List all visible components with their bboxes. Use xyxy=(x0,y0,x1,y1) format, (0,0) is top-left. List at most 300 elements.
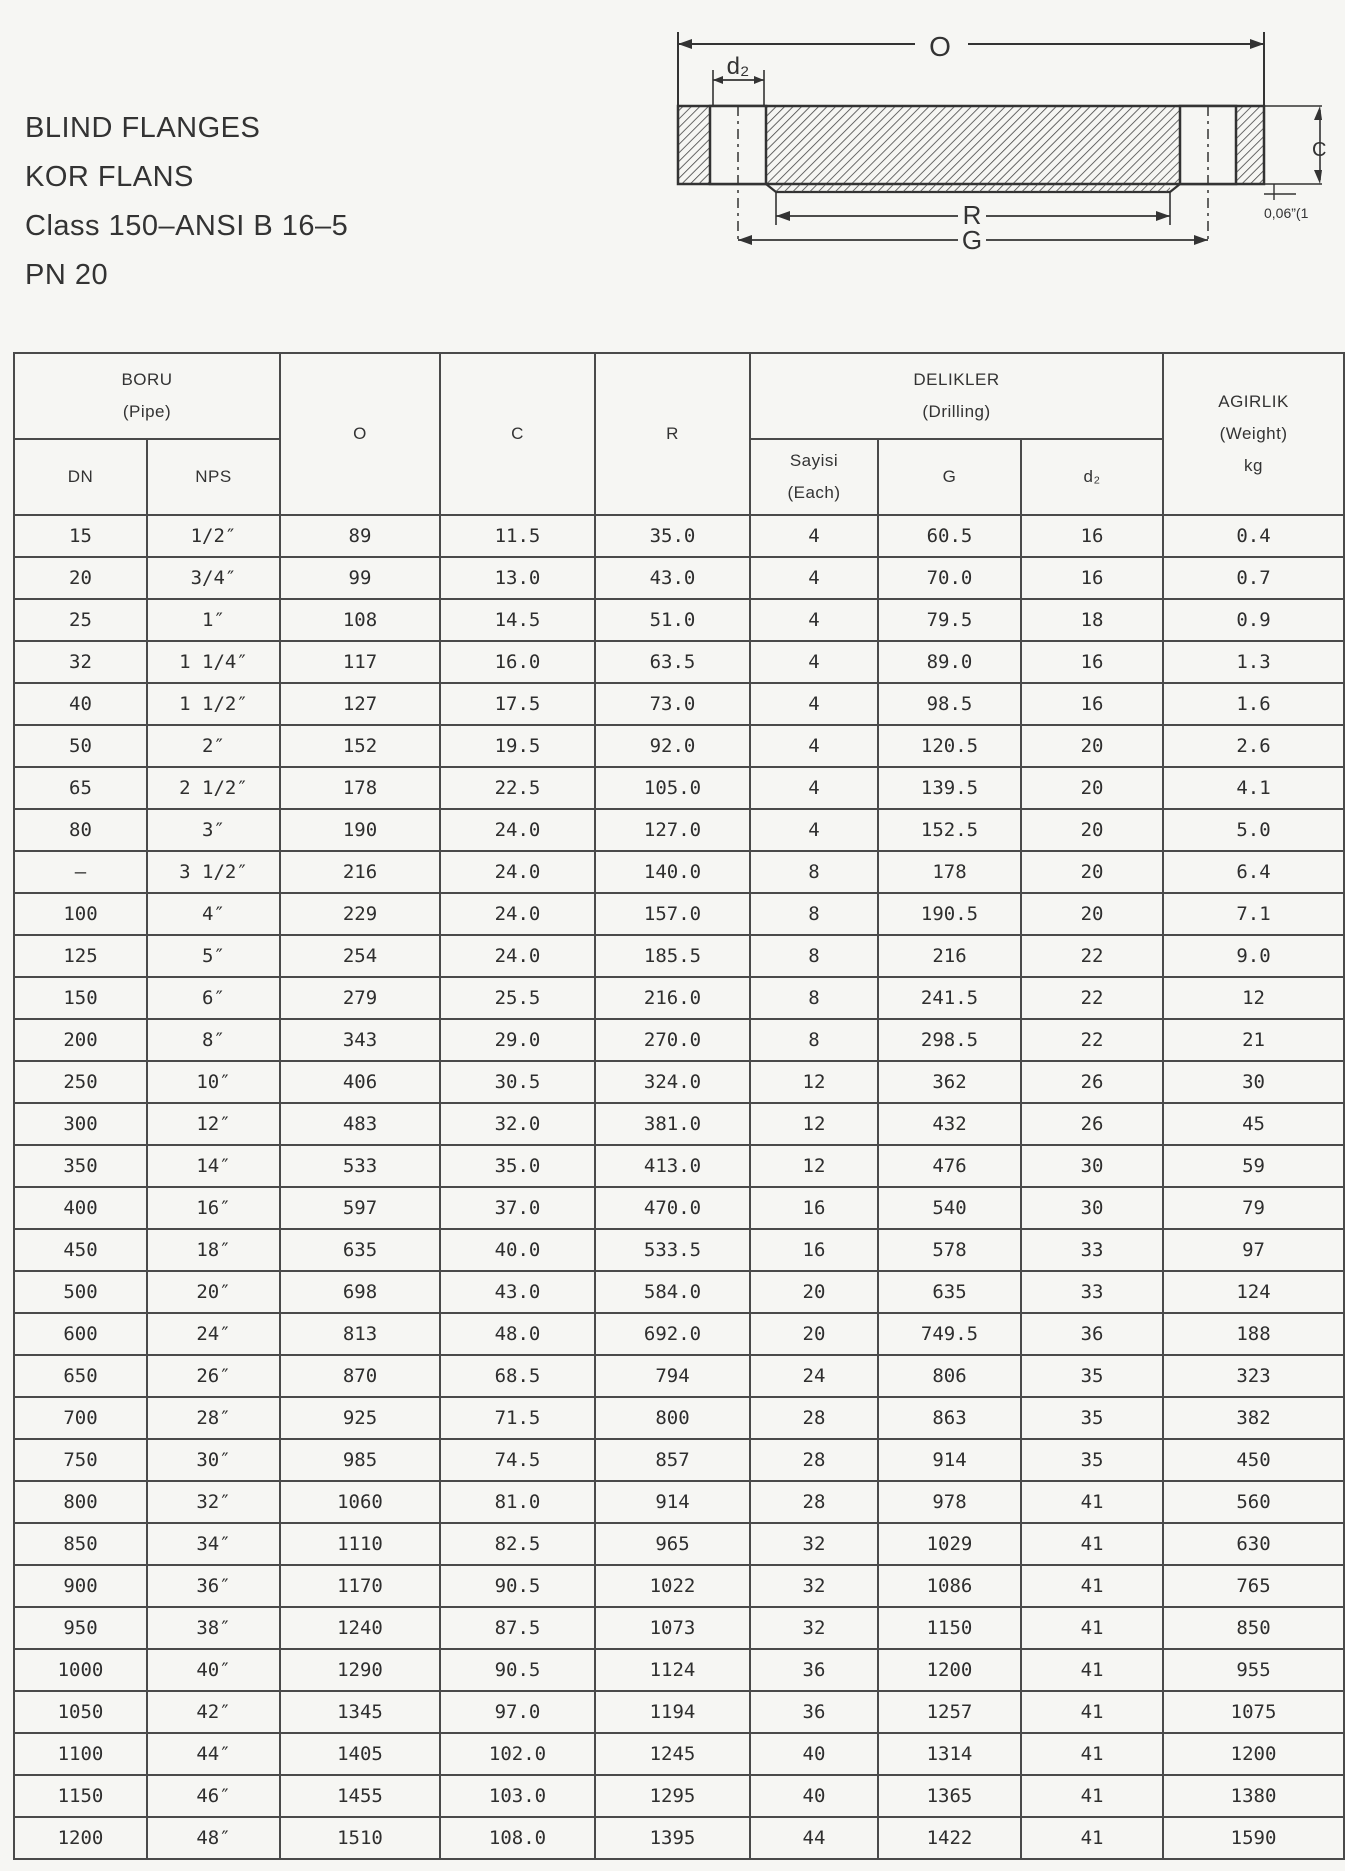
cell-hole-count: 4 xyxy=(750,767,878,809)
cell-o: 229 xyxy=(280,893,440,935)
cell-r: 324.0 xyxy=(595,1061,750,1103)
table-row xyxy=(14,683,1344,725)
cell-c: 97.0 xyxy=(440,1691,595,1733)
cell-c: 90.5 xyxy=(440,1649,595,1691)
cell-c: 22.5 xyxy=(440,767,595,809)
cell-d2: 20 xyxy=(1021,767,1163,809)
cell-c: 32.0 xyxy=(440,1103,595,1145)
cell-dn: 250 xyxy=(14,1061,147,1103)
cell-o: 1510 xyxy=(280,1817,440,1859)
cell-d2: 16 xyxy=(1021,641,1163,683)
cell-dn: 80 xyxy=(14,809,147,851)
cell-dn: 1200 xyxy=(14,1817,147,1859)
header-pipe-label: (Pipe) xyxy=(122,402,172,421)
cell-g: 98.5 xyxy=(878,683,1021,725)
cell-d2: 33 xyxy=(1021,1229,1163,1271)
table-row xyxy=(14,725,1344,767)
cell-r: 35.0 xyxy=(595,515,750,557)
cell-c: 35.0 xyxy=(440,1145,595,1187)
cell-hole-count: 40 xyxy=(750,1775,878,1817)
cell-dn: 400 xyxy=(14,1187,147,1229)
cell-o: 635 xyxy=(280,1229,440,1271)
cell-o: 89 xyxy=(280,515,440,557)
cell-dn: 100 xyxy=(14,893,147,935)
table-row xyxy=(14,767,1344,809)
cell-o: 1345 xyxy=(280,1691,440,1733)
cell-g: 476 xyxy=(878,1145,1021,1187)
cell-nps: 10″ xyxy=(147,1061,280,1103)
cell-o: 1405 xyxy=(280,1733,440,1775)
cell-weight: 45 xyxy=(1163,1103,1344,1145)
cell-r: 51.0 xyxy=(595,599,750,641)
cell-hole-count: 4 xyxy=(750,557,878,599)
cell-hole-count: 12 xyxy=(750,1145,878,1187)
cell-weight: 323 xyxy=(1163,1355,1344,1397)
cell-nps: 46″ xyxy=(147,1775,280,1817)
table-body xyxy=(14,515,1344,1859)
cell-nps: 2″ xyxy=(147,725,280,767)
table-row xyxy=(14,515,1344,557)
cell-c: 103.0 xyxy=(440,1775,595,1817)
cell-o: 1455 xyxy=(280,1775,440,1817)
cell-d2: 22 xyxy=(1021,1019,1163,1061)
cell-r: 1194 xyxy=(595,1691,750,1733)
header-sayisi xyxy=(750,439,878,515)
cell-dn: 65 xyxy=(14,767,147,809)
table-row xyxy=(14,641,1344,683)
cell-hole-count: 4 xyxy=(750,599,878,641)
cell-d2: 30 xyxy=(1021,1187,1163,1229)
table-row xyxy=(14,893,1344,935)
cell-hole-count: 20 xyxy=(750,1313,878,1355)
cell-weight: 1590 xyxy=(1163,1817,1344,1859)
cell-nps: 48″ xyxy=(147,1817,280,1859)
cell-c: 24.0 xyxy=(440,935,595,977)
table-row xyxy=(14,1691,1344,1733)
cell-hole-count: 8 xyxy=(750,851,878,893)
cell-d2: 35 xyxy=(1021,1397,1163,1439)
table-row xyxy=(14,1649,1344,1691)
header-kg-label: kg xyxy=(1244,456,1264,475)
cell-nps: 24″ xyxy=(147,1313,280,1355)
cell-nps: 3/4″ xyxy=(147,557,280,599)
cell-o: 152 xyxy=(280,725,440,767)
cell-dn: 32 xyxy=(14,641,147,683)
table-row xyxy=(14,935,1344,977)
cell-dn: 40 xyxy=(14,683,147,725)
table-row xyxy=(14,809,1344,851)
cell-d2: 20 xyxy=(1021,725,1163,767)
cell-g: 139.5 xyxy=(878,767,1021,809)
cell-o: 216 xyxy=(280,851,440,893)
cell-dn: 300 xyxy=(14,1103,147,1145)
cell-dn: 800 xyxy=(14,1481,147,1523)
cell-d2: 20 xyxy=(1021,893,1163,935)
cell-nps: 30″ xyxy=(147,1439,280,1481)
header-weight-label: (Weight) xyxy=(1219,424,1288,443)
cell-r: 270.0 xyxy=(595,1019,750,1061)
cell-o: 117 xyxy=(280,641,440,683)
cell-hole-count: 4 xyxy=(750,515,878,557)
cell-g: 1314 xyxy=(878,1733,1021,1775)
table-row xyxy=(14,1523,1344,1565)
cell-d2: 26 xyxy=(1021,1103,1163,1145)
cell-dn: 20 xyxy=(14,557,147,599)
cell-weight: 59 xyxy=(1163,1145,1344,1187)
cell-c: 81.0 xyxy=(440,1481,595,1523)
cell-nps: 6″ xyxy=(147,977,280,1019)
cell-g: 978 xyxy=(878,1481,1021,1523)
table-header xyxy=(14,353,1344,515)
cell-r: 1245 xyxy=(595,1733,750,1775)
cell-r: 381.0 xyxy=(595,1103,750,1145)
cell-nps: 16″ xyxy=(147,1187,280,1229)
cell-nps: 18″ xyxy=(147,1229,280,1271)
table-row xyxy=(14,1481,1344,1523)
cell-hole-count: 32 xyxy=(750,1565,878,1607)
cell-g: 1200 xyxy=(878,1649,1021,1691)
cell-nps: 42″ xyxy=(147,1691,280,1733)
cell-r: 1395 xyxy=(595,1817,750,1859)
cell-g: 120.5 xyxy=(878,725,1021,767)
cell-g: 152.5 xyxy=(878,809,1021,851)
header-agirlik xyxy=(1163,353,1344,515)
cell-g: 79.5 xyxy=(878,599,1021,641)
cell-c: 87.5 xyxy=(440,1607,595,1649)
cell-hole-count: 8 xyxy=(750,1019,878,1061)
cell-c: 68.5 xyxy=(440,1355,595,1397)
cell-hole-count: 28 xyxy=(750,1397,878,1439)
title-block xyxy=(25,104,348,300)
cell-weight: 1075 xyxy=(1163,1691,1344,1733)
cell-g: 1150 xyxy=(878,1607,1021,1649)
cell-weight: 2.6 xyxy=(1163,725,1344,767)
cell-c: 24.0 xyxy=(440,851,595,893)
cell-o: 698 xyxy=(280,1271,440,1313)
cell-r: 105.0 xyxy=(595,767,750,809)
cell-r: 1022 xyxy=(595,1565,750,1607)
cell-d2: 41 xyxy=(1021,1649,1163,1691)
header-g: G xyxy=(878,439,1021,515)
cell-d2: 22 xyxy=(1021,935,1163,977)
cell-hole-count: 36 xyxy=(750,1691,878,1733)
cell-d2: 41 xyxy=(1021,1691,1163,1733)
dim-label-r: R xyxy=(962,200,982,230)
cell-g: 241.5 xyxy=(878,977,1021,1019)
cell-hole-count: 28 xyxy=(750,1439,878,1481)
cell-d2: 41 xyxy=(1021,1481,1163,1523)
cell-nps: 20″ xyxy=(147,1271,280,1313)
dim-label-o: O xyxy=(929,31,951,62)
cell-nps: 1 1/2″ xyxy=(147,683,280,725)
cell-weight: 1.3 xyxy=(1163,641,1344,683)
cell-o: 254 xyxy=(280,935,440,977)
cell-o: 1110 xyxy=(280,1523,440,1565)
cell-weight: 30 xyxy=(1163,1061,1344,1103)
cell-o: 1170 xyxy=(280,1565,440,1607)
cell-dn: 850 xyxy=(14,1523,147,1565)
cell-r: 43.0 xyxy=(595,557,750,599)
cell-hole-count: 16 xyxy=(750,1229,878,1271)
cell-g: 190.5 xyxy=(878,893,1021,935)
cell-d2: 41 xyxy=(1021,1565,1163,1607)
cell-hole-count: 36 xyxy=(750,1649,878,1691)
cell-d2: 22 xyxy=(1021,977,1163,1019)
raised-face-note: 0,06”(1 xyxy=(1264,205,1309,221)
header-delikler-label: DELIKLER xyxy=(913,370,1000,389)
cell-nps: 32″ xyxy=(147,1481,280,1523)
page-title: BLIND FLANGES xyxy=(25,112,261,144)
cell-g: 178 xyxy=(878,851,1021,893)
cell-o: 343 xyxy=(280,1019,440,1061)
cell-d2: 26 xyxy=(1021,1061,1163,1103)
cell-weight: 850 xyxy=(1163,1607,1344,1649)
cell-dn: 200 xyxy=(14,1019,147,1061)
cell-g: 540 xyxy=(878,1187,1021,1229)
cell-o: 985 xyxy=(280,1439,440,1481)
flange-drawing xyxy=(660,10,1327,280)
cell-d2: 30 xyxy=(1021,1145,1163,1187)
dim-label-d2: d₂ xyxy=(726,53,750,80)
cell-o: 597 xyxy=(280,1187,440,1229)
cell-c: 37.0 xyxy=(440,1187,595,1229)
cell-dn: 1050 xyxy=(14,1691,147,1733)
cell-dn: 450 xyxy=(14,1229,147,1271)
cell-hole-count: 8 xyxy=(750,935,878,977)
cell-r: 794 xyxy=(595,1355,750,1397)
cell-d2: 36 xyxy=(1021,1313,1163,1355)
cell-hole-count: 32 xyxy=(750,1607,878,1649)
cell-hole-count: 8 xyxy=(750,893,878,935)
cell-c: 19.5 xyxy=(440,725,595,767)
cell-nps: 44″ xyxy=(147,1733,280,1775)
cell-hole-count: 4 xyxy=(750,683,878,725)
table-row xyxy=(14,1271,1344,1313)
cell-weight: 765 xyxy=(1163,1565,1344,1607)
cell-c: 30.5 xyxy=(440,1061,595,1103)
header-agirlik-label: AGIRLIK xyxy=(1218,392,1289,411)
header-drilling-label: (Drilling) xyxy=(922,402,991,421)
cell-g: 1365 xyxy=(878,1775,1021,1817)
cell-c: 40.0 xyxy=(440,1229,595,1271)
cell-c: 74.5 xyxy=(440,1439,595,1481)
cell-nps: 1/2″ xyxy=(147,515,280,557)
cell-c: 82.5 xyxy=(440,1523,595,1565)
cell-dn: 125 xyxy=(14,935,147,977)
cell-g: 362 xyxy=(878,1061,1021,1103)
cell-weight: 0.7 xyxy=(1163,557,1344,599)
cell-weight: 4.1 xyxy=(1163,767,1344,809)
cell-c: 24.0 xyxy=(440,809,595,851)
cell-r: 140.0 xyxy=(595,851,750,893)
cell-weight: 9.0 xyxy=(1163,935,1344,977)
blind-flange-table xyxy=(13,352,1345,1860)
cell-c: 29.0 xyxy=(440,1019,595,1061)
cell-r: 857 xyxy=(595,1439,750,1481)
cell-hole-count: 12 xyxy=(750,1061,878,1103)
cell-c: 108.0 xyxy=(440,1817,595,1859)
table-row xyxy=(14,977,1344,1019)
cell-d2: 41 xyxy=(1021,1607,1163,1649)
cell-nps: 8″ xyxy=(147,1019,280,1061)
cell-g: 1086 xyxy=(878,1565,1021,1607)
cell-g: 70.0 xyxy=(878,557,1021,599)
table-row xyxy=(14,599,1344,641)
cell-r: 157.0 xyxy=(595,893,750,935)
cell-o: 178 xyxy=(280,767,440,809)
table-row xyxy=(14,1187,1344,1229)
cell-weight: 450 xyxy=(1163,1439,1344,1481)
cell-nps: 3″ xyxy=(147,809,280,851)
cell-weight: 124 xyxy=(1163,1271,1344,1313)
cell-c: 102.0 xyxy=(440,1733,595,1775)
table-row xyxy=(14,1145,1344,1187)
cell-c: 17.5 xyxy=(440,683,595,725)
cell-hole-count: 24 xyxy=(750,1355,878,1397)
cell-c: 48.0 xyxy=(440,1313,595,1355)
cell-g: 806 xyxy=(878,1355,1021,1397)
cell-d2: 16 xyxy=(1021,515,1163,557)
flange-diagram xyxy=(660,10,1327,280)
cell-dn: 900 xyxy=(14,1565,147,1607)
cell-dn: 350 xyxy=(14,1145,147,1187)
header-nps: NPS xyxy=(147,439,280,515)
cell-o: 279 xyxy=(280,977,440,1019)
cell-r: 1124 xyxy=(595,1649,750,1691)
table-row xyxy=(14,1607,1344,1649)
cell-d2: 35 xyxy=(1021,1355,1163,1397)
cell-o: 190 xyxy=(280,809,440,851)
cell-g: 635 xyxy=(878,1271,1021,1313)
cell-hole-count: 28 xyxy=(750,1481,878,1523)
cell-hole-count: 8 xyxy=(750,977,878,1019)
cell-r: 533.5 xyxy=(595,1229,750,1271)
header-each-label: (Each) xyxy=(787,483,841,502)
cell-nps: 4″ xyxy=(147,893,280,935)
cell-nps: 2 1/2″ xyxy=(147,767,280,809)
cell-dn: 1000 xyxy=(14,1649,147,1691)
cell-hole-count: 32 xyxy=(750,1523,878,1565)
cell-r: 692.0 xyxy=(595,1313,750,1355)
table-row xyxy=(14,1103,1344,1145)
cell-weight: 0.9 xyxy=(1163,599,1344,641)
cell-r: 965 xyxy=(595,1523,750,1565)
cell-o: 870 xyxy=(280,1355,440,1397)
cell-d2: 33 xyxy=(1021,1271,1163,1313)
cell-d2: 18 xyxy=(1021,599,1163,641)
cell-o: 1290 xyxy=(280,1649,440,1691)
cell-weight: 188 xyxy=(1163,1313,1344,1355)
cell-nps: 14″ xyxy=(147,1145,280,1187)
cell-g: 216 xyxy=(878,935,1021,977)
cell-hole-count: 4 xyxy=(750,809,878,851)
table-row xyxy=(14,1019,1344,1061)
cell-nps: 12″ xyxy=(147,1103,280,1145)
cell-c: 71.5 xyxy=(440,1397,595,1439)
cell-hole-count: 4 xyxy=(750,725,878,767)
table-row xyxy=(14,1775,1344,1817)
cell-dn: – xyxy=(14,851,147,893)
cell-nps: 5″ xyxy=(147,935,280,977)
cell-c: 11.5 xyxy=(440,515,595,557)
table-row xyxy=(14,1061,1344,1103)
cell-dn: 950 xyxy=(14,1607,147,1649)
cell-o: 406 xyxy=(280,1061,440,1103)
cell-r: 127.0 xyxy=(595,809,750,851)
cell-r: 584.0 xyxy=(595,1271,750,1313)
header-boru xyxy=(14,353,280,439)
cell-weight: 1.6 xyxy=(1163,683,1344,725)
cell-dn: 15 xyxy=(14,515,147,557)
class-standard: Class 150–ANSI B 16–5 xyxy=(25,210,349,242)
table-row xyxy=(14,1439,1344,1481)
cell-d2: 35 xyxy=(1021,1439,1163,1481)
table-row xyxy=(14,1733,1344,1775)
cell-weight: 382 xyxy=(1163,1397,1344,1439)
cell-dn: 650 xyxy=(14,1355,147,1397)
header-r: R xyxy=(595,353,750,515)
cell-g: 89.0 xyxy=(878,641,1021,683)
cell-weight: 1200 xyxy=(1163,1733,1344,1775)
cell-c: 25.5 xyxy=(440,977,595,1019)
pressure-rating: PN 20 xyxy=(25,259,109,291)
cell-c: 24.0 xyxy=(440,893,595,935)
table-row xyxy=(14,1355,1344,1397)
cell-r: 800 xyxy=(595,1397,750,1439)
cell-r: 413.0 xyxy=(595,1145,750,1187)
cell-r: 92.0 xyxy=(595,725,750,767)
cell-r: 1073 xyxy=(595,1607,750,1649)
cell-o: 925 xyxy=(280,1397,440,1439)
cell-c: 14.5 xyxy=(440,599,595,641)
cell-dn: 600 xyxy=(14,1313,147,1355)
table-row xyxy=(14,1229,1344,1271)
cell-r: 63.5 xyxy=(595,641,750,683)
cell-c: 43.0 xyxy=(440,1271,595,1313)
cell-d2: 20 xyxy=(1021,809,1163,851)
cell-dn: 750 xyxy=(14,1439,147,1481)
cell-weight: 0.4 xyxy=(1163,515,1344,557)
table-row xyxy=(14,1817,1344,1859)
cell-r: 185.5 xyxy=(595,935,750,977)
cell-nps: 3 1/2″ xyxy=(147,851,280,893)
cell-weight: 955 xyxy=(1163,1649,1344,1691)
header-boru-label: BORU xyxy=(121,370,173,389)
table-row xyxy=(14,557,1344,599)
cell-o: 108 xyxy=(280,599,440,641)
cell-dn: 150 xyxy=(14,977,147,1019)
cell-o: 813 xyxy=(280,1313,440,1355)
cell-c: 13.0 xyxy=(440,557,595,599)
header-c: C xyxy=(440,353,595,515)
cell-nps: 1 1/4″ xyxy=(147,641,280,683)
cell-hole-count: 4 xyxy=(750,641,878,683)
cell-weight: 79 xyxy=(1163,1187,1344,1229)
cell-d2: 41 xyxy=(1021,1775,1163,1817)
cell-g: 60.5 xyxy=(878,515,1021,557)
table-row xyxy=(14,851,1344,893)
cell-weight: 7.1 xyxy=(1163,893,1344,935)
cell-g: 1257 xyxy=(878,1691,1021,1733)
cell-dn: 500 xyxy=(14,1271,147,1313)
cell-dn: 50 xyxy=(14,725,147,767)
cell-weight: 21 xyxy=(1163,1019,1344,1061)
table-row xyxy=(14,1313,1344,1355)
cell-o: 99 xyxy=(280,557,440,599)
cell-r: 1295 xyxy=(595,1775,750,1817)
cell-o: 1060 xyxy=(280,1481,440,1523)
cell-c: 16.0 xyxy=(440,641,595,683)
